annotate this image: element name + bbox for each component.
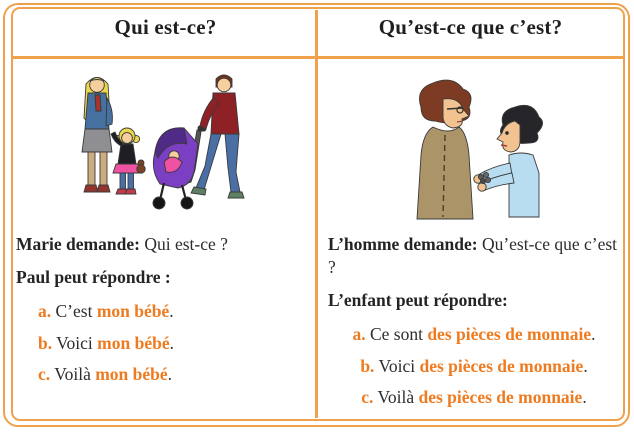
family-with-stroller-image <box>60 70 268 225</box>
child-figure <box>474 105 543 217</box>
item-highlight: mon bébé <box>97 332 170 353</box>
item-highlight: mon bébé <box>95 364 168 384</box>
item-letter: c. <box>38 364 51 384</box>
left-question-speaker: Marie demande: <box>16 234 140 254</box>
stroller-with-baby <box>153 126 206 209</box>
item-letter: c. <box>361 387 374 407</box>
item-lead: Voilà <box>373 387 419 407</box>
left-answer-list <box>15 296 313 391</box>
man-and-child-image <box>379 75 569 225</box>
item-end: . <box>169 301 174 321</box>
list-item-c <box>15 359 313 391</box>
item-end: . <box>169 332 174 353</box>
item-lead: Voilà <box>50 364 96 384</box>
header-row <box>13 15 623 40</box>
left-answer-intro: Paul peut répondre : <box>16 267 171 287</box>
item-highlight: des pièces de monnaie <box>427 324 592 344</box>
column-divider-line <box>315 10 318 418</box>
item-highlight: des pièces de monnaie <box>418 387 583 407</box>
left-question-text: Qui est-ce ? <box>139 234 228 254</box>
man-and-child-illustration <box>327 62 621 225</box>
adult-figure <box>417 80 473 219</box>
item-lead: Ce sont <box>365 324 428 344</box>
woman-figure <box>82 78 112 193</box>
right-column-header: Qu’est-ce que c’est? <box>378 15 563 39</box>
item-highlight: des pièces de monnaie <box>419 355 584 376</box>
left-column <box>15 62 313 391</box>
list-item-c <box>327 382 621 414</box>
item-end: . <box>583 355 588 376</box>
right-question-speaker: L’homme demande: <box>328 234 478 254</box>
item-end: . <box>582 387 587 407</box>
item-highlight: mon bébé <box>96 301 170 321</box>
list-item-b <box>327 351 621 383</box>
left-column-header: Qui est-ce? <box>114 15 217 39</box>
family-illustration <box>15 62 313 225</box>
right-column <box>327 62 621 414</box>
item-lead: C’est <box>51 301 97 321</box>
item-lead: Voici <box>52 332 98 353</box>
right-answer-list <box>327 319 621 414</box>
item-letter: b. <box>38 332 53 353</box>
list-item-b <box>15 328 313 360</box>
item-letter: b. <box>360 355 375 376</box>
right-answer-intro-line <box>328 289 621 312</box>
right-question-text: Qu’est-ce que c’est ? <box>328 234 618 277</box>
item-lead: Voici <box>374 355 420 376</box>
left-question-line <box>16 233 313 256</box>
item-letter: a. <box>352 324 366 344</box>
item-end: . <box>591 324 596 344</box>
list-item-a <box>15 296 313 328</box>
right-question-line <box>328 233 621 279</box>
list-item-a <box>327 319 621 351</box>
right-answer-intro: L’enfant peut répondre: <box>328 290 508 310</box>
left-answer-intro-line <box>16 266 313 289</box>
item-end: . <box>167 364 173 384</box>
girl-figure <box>111 128 145 194</box>
header-divider-line <box>13 56 623 59</box>
item-letter: a. <box>38 301 52 321</box>
